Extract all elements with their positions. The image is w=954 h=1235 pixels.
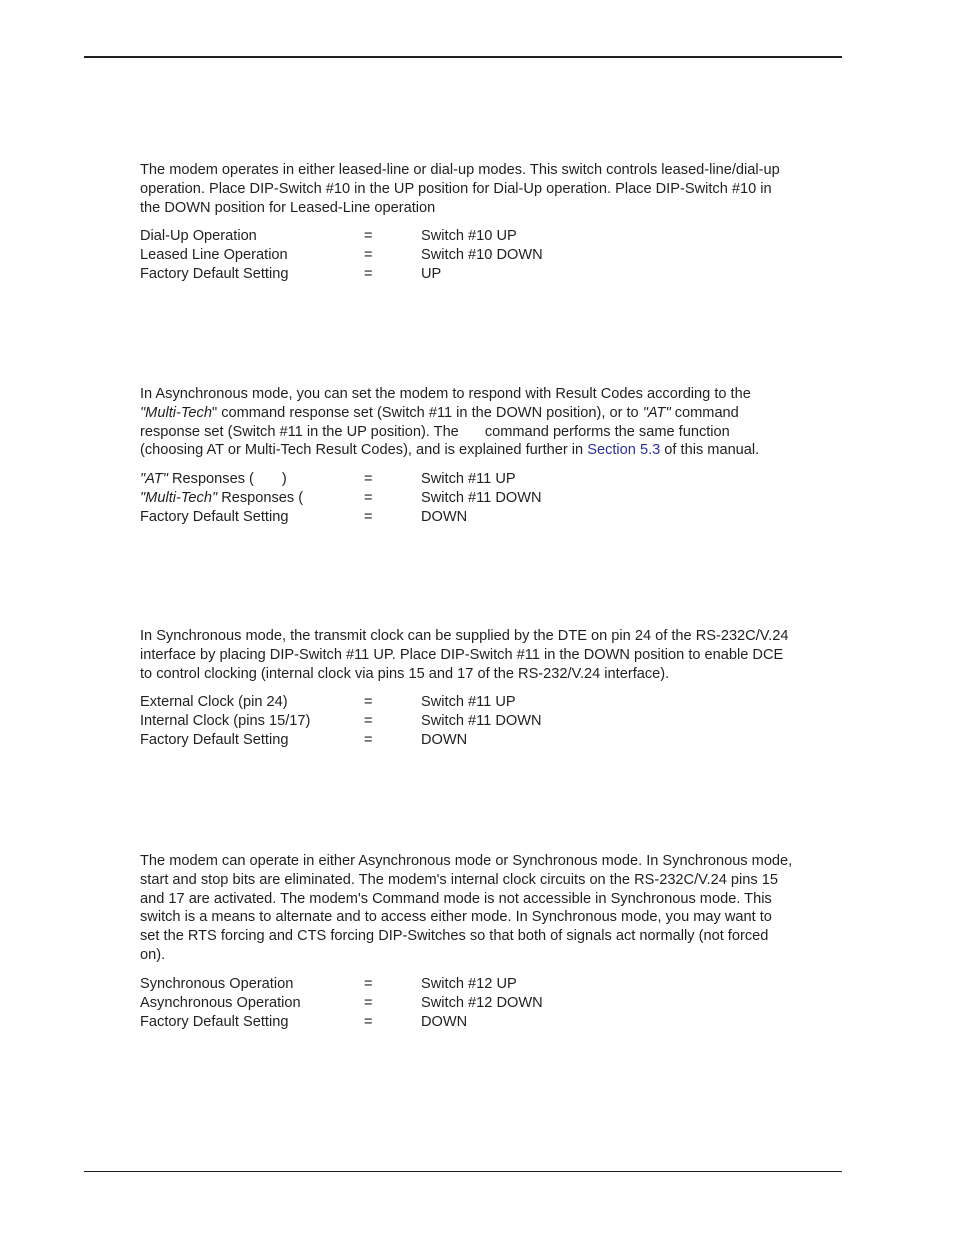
text-run: (choosing AT or Multi-Tech Result Codes), and is explained further in <box>140 442 588 459</box>
paragraph-line: interface by placing DIP-Switch #11 UP. Place DIP-Switch #11 in the DOWN position to enable DCE <box>140 646 784 663</box>
setting-row <box>140 1013 842 1032</box>
settings-table <box>140 470 842 527</box>
setting-equals: = <box>364 266 373 283</box>
setting-label: Factory Default Setting <box>140 732 289 749</box>
setting-value: Switch #11 UP <box>421 694 516 711</box>
italic-text: "Multi-Tech <box>140 404 212 421</box>
setting-value: DOWN <box>421 1013 468 1030</box>
text-run: of this manual. <box>660 442 760 459</box>
setting-value: UP <box>421 266 442 283</box>
setting-equals: = <box>364 490 373 507</box>
italic-text: "AT" <box>642 404 671 421</box>
setting-value: Switch #12 UP <box>421 975 517 992</box>
setting-equals: = <box>364 1013 373 1030</box>
text-run: command performs the same function <box>484 423 730 440</box>
setting-equals: = <box>364 509 373 526</box>
setting-row <box>140 693 842 712</box>
text-run: response set (Switch #11 in the UP position). The <box>140 423 459 440</box>
paragraph-line: switch is a means to alternate and to access either mode. In Synchronous mode, you may want to <box>140 909 772 926</box>
settings-table <box>140 227 842 284</box>
section-dialup-leased <box>140 161 842 284</box>
setting-label: Synchronous Operation <box>140 975 294 992</box>
setting-label <box>140 489 303 508</box>
paragraph-line: In Synchronous mode, the transmit clock can be supplied by the DTE on pin 24 of the RS-232C/V.24 <box>140 628 789 644</box>
setting-equals: = <box>364 732 373 749</box>
paragraph-line: the DOWN position for Leased-Line operation <box>140 199 436 216</box>
section-5-3-link[interactable]: Section 5.3 <box>587 442 661 459</box>
setting-equals: = <box>364 228 373 245</box>
paragraph-line: to control clocking (internal clock via pins 15 and 17 of the RS-232/V.24 interface). <box>140 665 670 682</box>
paragraph-line: operation. Place DIP-Switch #10 in the UP position for Dial-Up operation. Place DIP-Switch #10 in <box>140 180 772 197</box>
setting-equals: = <box>364 713 373 730</box>
setting-value: Switch #11 UP <box>421 471 516 488</box>
setting-value: Switch #11 DOWN <box>421 713 542 730</box>
setting-label: Factory Default Setting <box>140 509 289 526</box>
italic-text: "AT" <box>140 471 168 488</box>
text-run: Responses ( <box>167 471 254 488</box>
paragraph-line: set the RTS forcing and CTS forcing DIP-Switches so that both of signals act normally (not forced <box>140 928 769 945</box>
paragraph-line: The modem operates in either leased-line or dial-up modes. This switch controls leased-line/dial-up <box>140 162 780 178</box>
setting-row <box>140 227 842 246</box>
setting-row <box>140 975 842 994</box>
setting-value: Switch #10 DOWN <box>421 247 543 264</box>
setting-value: DOWN <box>421 732 468 749</box>
setting-label: Factory Default Setting <box>140 266 289 283</box>
section-clock-source <box>140 627 842 750</box>
settings-table <box>140 693 842 750</box>
setting-row <box>140 246 842 265</box>
settings-table <box>140 975 842 1032</box>
setting-row <box>140 265 842 284</box>
setting-row <box>140 994 842 1013</box>
setting-equals: = <box>364 975 373 992</box>
text-run: Responses ( <box>217 490 304 507</box>
setting-equals: = <box>364 471 373 488</box>
section-paragraph <box>140 385 842 460</box>
setting-value: DOWN <box>421 509 468 526</box>
text-run: ) <box>281 471 287 488</box>
setting-label <box>140 470 287 489</box>
setting-label: External Clock (pin 24) <box>140 694 288 711</box>
setting-value: Switch #10 UP <box>421 228 517 245</box>
setting-label: Internal Clock (pins 15/17) <box>140 713 311 730</box>
paragraph-line: The modem can operate in either Asynchronous mode or Synchronous mode. In Synchronous mode, <box>140 853 793 869</box>
setting-equals: = <box>364 694 373 711</box>
paragraph-line: on). <box>140 946 166 963</box>
section-paragraph <box>140 161 842 217</box>
setting-label: Dial-Up Operation <box>140 228 257 245</box>
paragraph-line <box>140 423 842 442</box>
setting-row <box>140 712 842 731</box>
setting-equals: = <box>364 247 373 264</box>
text-run: command <box>670 404 739 421</box>
italic-text: "Multi-Tech" <box>140 490 218 507</box>
paragraph-line: start and stop bits are eliminated. The modem's internal clock circuits on the RS-232C/V.24 pins 15 <box>140 871 778 888</box>
paragraph-line <box>140 404 842 423</box>
paragraph-line <box>140 441 842 460</box>
footer-rule <box>84 1171 842 1172</box>
paragraph-line: In Asynchronous mode, you can set the modem to respond with Result Codes according to the <box>140 386 751 402</box>
section-result-codes <box>140 385 842 527</box>
setting-row <box>140 731 842 750</box>
header-rule <box>84 56 842 58</box>
section-paragraph <box>140 627 842 683</box>
setting-label: Factory Default Setting <box>140 1013 289 1030</box>
setting-label: Leased Line Operation <box>140 247 288 264</box>
paragraph-line: and 17 are activated. The modem's Command mode is not accessible in Synchronous mode. This <box>140 890 772 907</box>
setting-row <box>140 470 842 489</box>
section-sync-async <box>140 852 842 1032</box>
setting-row <box>140 489 842 508</box>
setting-row <box>140 508 842 527</box>
setting-value: Switch #11 DOWN <box>421 490 542 507</box>
text-run: " command response set (Switch #11 in the DOWN position), or to <box>211 404 643 421</box>
setting-value: Switch #12 DOWN <box>421 994 543 1011</box>
section-paragraph <box>140 852 842 965</box>
setting-equals: = <box>364 994 373 1011</box>
setting-label: Asynchronous Operation <box>140 994 301 1011</box>
